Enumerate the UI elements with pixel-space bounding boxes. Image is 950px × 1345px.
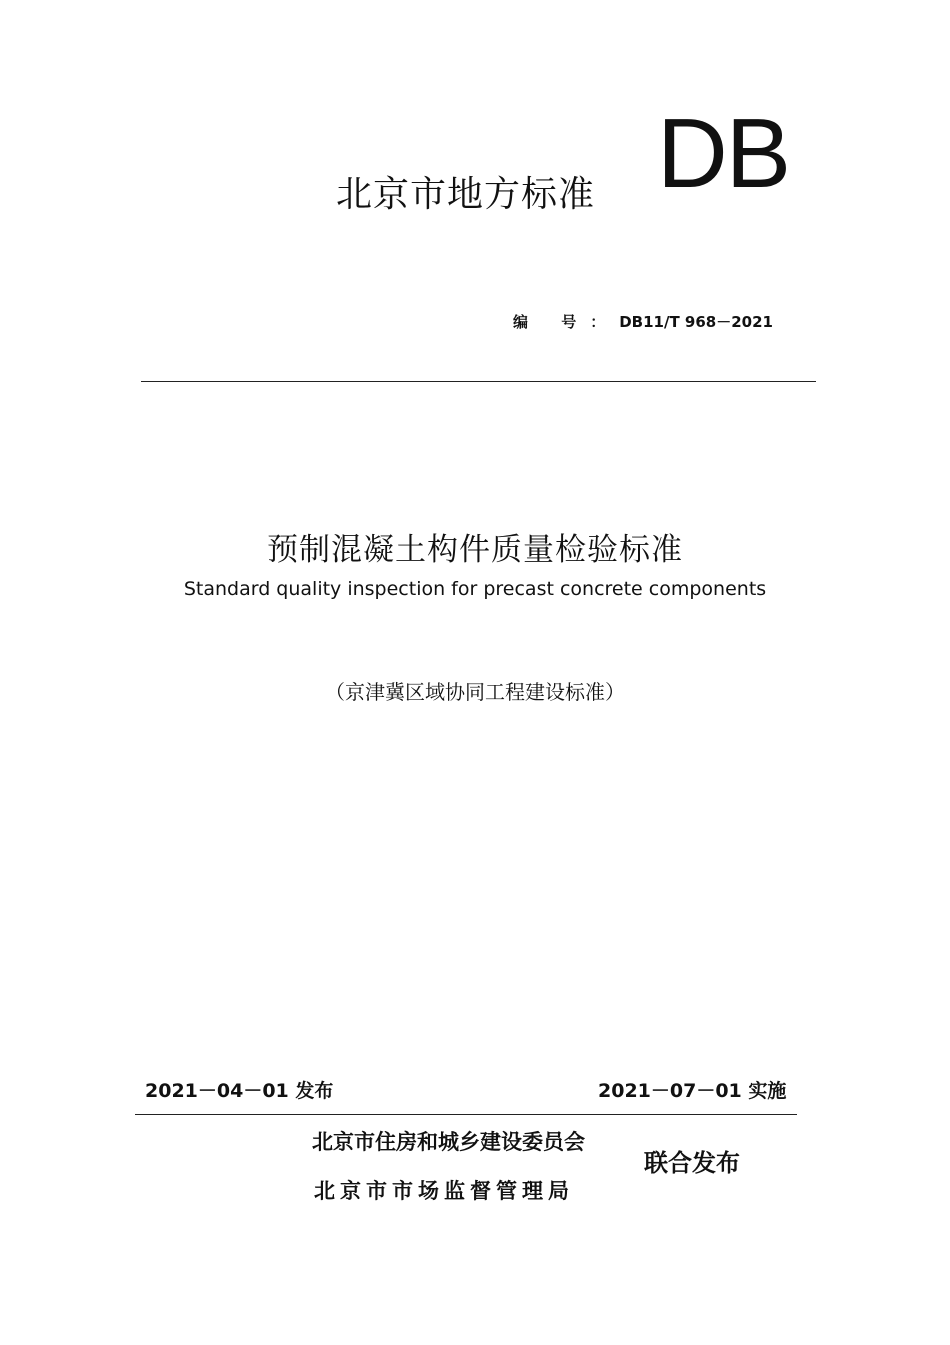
document-title-english: Standard quality inspection for precast concrete components	[183, 578, 767, 600]
implementation-date: 2021－07－01 实施	[598, 1080, 787, 1102]
joint-issue-label: 联合发布	[644, 1149, 740, 1177]
issuer-housing-commission: 北京市住房和城乡建设委员会	[312, 1130, 585, 1154]
standard-number-label: 编 号：	[513, 313, 620, 331]
top-divider	[141, 381, 816, 382]
standard-number	[513, 311, 773, 332]
issuer-market-supervision: 北京市市场监督管理局	[314, 1179, 574, 1203]
bottom-divider	[135, 1114, 797, 1115]
standard-number-value: DB11/T 968－2021	[619, 313, 773, 331]
issue-date: 2021－04－01 发布	[145, 1080, 334, 1102]
standard-type-label: 北京市地方标准	[336, 174, 596, 215]
document-title-chinese: 预制混凝土构件质量检验标准	[267, 532, 683, 568]
db-standard-mark: DB	[657, 98, 790, 208]
document-subtitle: （京津冀区域协同工程建设标准）	[325, 680, 625, 704]
